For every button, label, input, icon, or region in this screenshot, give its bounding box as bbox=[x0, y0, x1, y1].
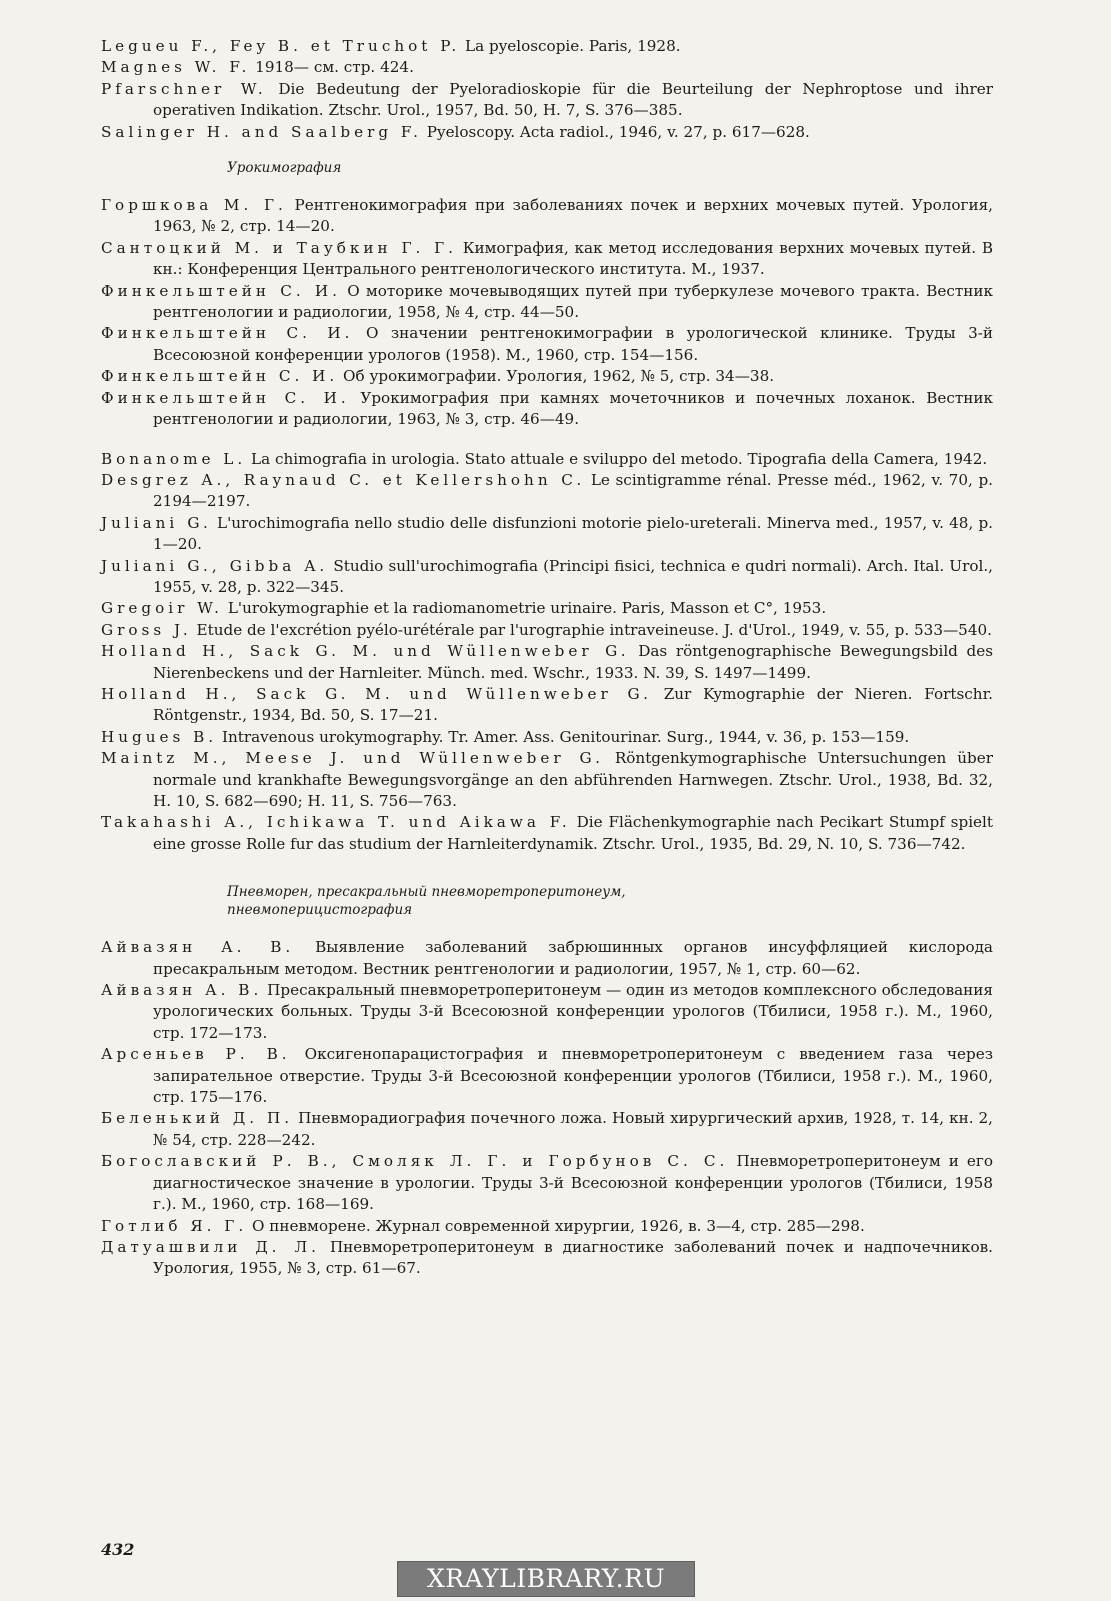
reference-entry bbox=[101, 238, 993, 281]
reference-entry bbox=[101, 122, 993, 143]
reference-author: Salinger H. and Saalberg F. bbox=[101, 122, 422, 141]
reference-text: Intravenous urokymography. Tr. Amer. Ass. Genitourinar. Surg., 1944, v. 36, p. 153—159. bbox=[221, 727, 910, 746]
reference-author: Финкельштейн С. И. bbox=[101, 367, 339, 386]
reference-text: Урокимография при камнях мочеточников и почечных лоханок. Вестник рентгенологии и радиологии, 1963, № 3, стр. 46—49. bbox=[153, 388, 993, 429]
reference-text: О пневморене. Журнал современной хирургии, 1926, в. 3—4, стр. 285—298. bbox=[251, 1216, 865, 1235]
reference-author: Финкельштейн С. И. bbox=[101, 324, 354, 343]
reference-text: L'urochimografia nello studio delle disfunzioni motorie pielo-ureterali. Minerva med., 1957, v. 48, p. 1—20. bbox=[153, 513, 994, 554]
reference-author: Сантоцкий М. и Таубкин Г. Г. bbox=[101, 238, 457, 257]
reference-entry bbox=[101, 195, 993, 238]
reference-entry bbox=[101, 1108, 993, 1151]
reference-entry bbox=[101, 980, 993, 1044]
reference-entry bbox=[101, 1237, 993, 1280]
reference-author: Беленький Д. П. bbox=[101, 1109, 294, 1128]
reference-author: Takahashi A., Ichikawa T. und Aikawa F. bbox=[101, 813, 571, 832]
spacer bbox=[101, 431, 993, 449]
reference-entry bbox=[101, 1151, 993, 1215]
reference-text: Le scintigramme rénal. Presse méd., 1962, v. 70, p. 2194—2197. bbox=[153, 470, 994, 511]
reference-entry bbox=[101, 366, 993, 387]
reference-author: Juliani G. bbox=[101, 513, 212, 532]
reference-text: О значении рентгенокимографии в урологической клинике. Труды 3-й Всесоюзной конференции урологов (1958). М., 1960, стр. 154—156. bbox=[153, 324, 993, 364]
reference-entry bbox=[101, 812, 993, 855]
reference-author: Magnes W. F. bbox=[101, 58, 251, 77]
reference-text: Etude de l'excrétion pyélo-urétérale par l'urographie intraveineuse. J. d'Urol., 1949, v. 55, p. 533—540. bbox=[196, 620, 993, 639]
reference-author: Juliani G., Gibba A. bbox=[101, 556, 329, 575]
reference-text: Кимография, как метод исследования верхних мочевых путей. В кн.: Конференция Центрального рентгенологического института. М., 1937. bbox=[153, 238, 994, 279]
reference-author: Готлиб Я. Г. bbox=[101, 1216, 248, 1235]
reference-entry bbox=[101, 36, 993, 57]
reference-entry bbox=[101, 937, 993, 980]
reference-author: Горшкова М. Г. bbox=[101, 196, 287, 215]
reference-author: Hugues B. bbox=[101, 727, 218, 746]
reference-entry bbox=[101, 1044, 993, 1108]
bibliography-page bbox=[101, 36, 993, 1280]
reference-text: La chimografia in urologia. Stato attuale e sviluppo del metodo. Tipografia della Camera, 1942. bbox=[251, 449, 988, 468]
reference-author: Maintz M., Meese J. und Wüllenweber G. bbox=[101, 749, 604, 768]
reference-entry bbox=[101, 727, 993, 748]
reference-author: Holland H., Sack G. M. und Wüllenweber G. bbox=[101, 684, 652, 703]
reference-entry bbox=[101, 1216, 993, 1237]
section-title-line: Пневморен, пресакральный пневморетроперитонеум, bbox=[227, 884, 626, 901]
reference-author: Айвазян А. В. bbox=[101, 938, 295, 957]
reference-entry bbox=[101, 513, 993, 556]
reference-entry bbox=[101, 556, 993, 599]
reference-text: Пресакральный пневморетроперитонеум — один из методов комплексного обследования урологических больных. Труды 3-й Всесоюзной конференции урологов (Тбилиси, 1958 г.). М., 1960, стр. 172—173. bbox=[153, 981, 993, 1042]
reference-text: Das röntgenographische Bewegungsbild des Nierenbeckens und der Harnleiter. Münch. med. Wschr., 1933. N. 39, S. 1497—1499. bbox=[153, 642, 993, 682]
reference-author: Финкельштейн С. И. bbox=[101, 281, 341, 300]
reference-text: Röntgenkymographische Untersuchungen über normale und krankhafte Bewegungsvorgänge an den abführenden Harnwegen. Ztschr. Urol., 1938, Bd. 32, H. 10, S. 682—690; H. 11, S. 756—763. bbox=[153, 749, 993, 810]
reference-author: Legueu F., Fey B. et Truchot P. bbox=[101, 37, 461, 55]
reference-text: Оксигенопарацистография и пневморетроперитонеум с введением газа через запирательное отверстие. Труды 3-й Всесоюзной конференции урологов (Тбилиси, 1958 г.). М., 1960, стр. 175—176. bbox=[153, 1045, 994, 1107]
reference-entry bbox=[101, 323, 993, 366]
reference-entry bbox=[101, 281, 993, 324]
reference-entry bbox=[101, 449, 993, 470]
reference-text: Пневморетроперитонеум и его диагностическое значение в урологии. Труды 3-й Всесоюзной конференции урологов (Тбилиси, 1958 г.). М., 1960, стр. 168—169. bbox=[153, 1152, 993, 1214]
reference-author: Desgrez A., Raynaud C. et Kellershohn C. bbox=[101, 470, 586, 489]
section-title-urokymography: Урокимография bbox=[227, 160, 342, 177]
reference-entry bbox=[101, 748, 993, 812]
reference-entry bbox=[101, 598, 993, 619]
reference-text: Die Bedeutung der Pyeloradioskopie für die Beurteilung der Nephroptose und ihrer operativen Indikation. Ztschr. Urol., 1957, Bd. 50, H. 7, S. 376—385. bbox=[153, 79, 994, 120]
section-title-line: пневмоперицистография bbox=[227, 902, 413, 919]
page-number: 432 bbox=[101, 1540, 135, 1559]
reference-text: Об урокимографии. Урология, 1962, № 5, стр. 34—38. bbox=[343, 367, 775, 386]
watermark-banner: XRAYLIBRARY.RU bbox=[397, 1561, 695, 1597]
reference-text: Выявление заболеваний забрюшинных органов инсуффляцией кислорода пресакральным методом. Вестник рентгенологии и радиологии, 1957, № 1, стр. 60—62. bbox=[153, 938, 993, 978]
reference-text: Пневморадиография почечного ложа. Новый хирургический архив, 1928, т. 14, кн. 2, № 54, стр. 228—242. bbox=[153, 1109, 993, 1149]
reference-author: Финкельштейн С. И. bbox=[101, 388, 350, 407]
reference-entry bbox=[101, 470, 993, 513]
reference-entry bbox=[101, 388, 993, 431]
reference-text: О моторике мочевыводящих путей при туберкулезе мочевого тракта. Вестник рентгенологии и радиологии, 1958, № 4, стр. 44—50. bbox=[153, 281, 993, 322]
reference-entry bbox=[101, 620, 993, 641]
reference-text: Пневморетроперитонеум в диагностике заболеваний почек и надпочечников. Урология, 1955, № 3, стр. 61—67. bbox=[153, 1237, 993, 1278]
reference-author: Gregoir W. bbox=[101, 599, 223, 618]
reference-author: Holland H., Sack G. M. und Wüllenweber G. bbox=[101, 642, 630, 661]
reference-text: Die Flächenkymographie nach Pecikart Stumpf spielt eine grosse Rolle fur das studium der Harnleiterdynamik. Ztschr. Urol., 1935, Bd. 29, N. 10, S. 736—742. bbox=[153, 813, 994, 853]
reference-text: Рентгенокимография при заболеваниях почек и верхних мочевых путей. Урология, 1963, № 2, стр. 14—20. bbox=[153, 196, 993, 236]
reference-entry bbox=[101, 684, 993, 727]
reference-author: Арсеньев Р. В. bbox=[101, 1045, 291, 1064]
reference-author: Gross J. bbox=[101, 620, 192, 639]
reference-entry bbox=[101, 641, 993, 684]
reference-text: Studio sull'urochimografia (Principi fisici, technica e qudri normali). Arch. Ital. Urol., 1955, v. 28, p. 322—345. bbox=[153, 556, 993, 596]
reference-text: L'urokymographie et la radiomanometrie urinaire. Paris, Masson et C°, 1953. bbox=[227, 599, 827, 618]
reference-text: Zur Kymographie der Nieren. Fortschr. Röntgenstr., 1934, Bd. 50, S. 17—21. bbox=[153, 684, 993, 725]
reference-author: Bonanome L. bbox=[101, 449, 247, 468]
reference-author: Айвазян А. В. bbox=[101, 981, 263, 1000]
reference-author: Датуашвили Д. Л. bbox=[101, 1237, 320, 1256]
reference-entry bbox=[101, 79, 993, 122]
reference-entry bbox=[101, 57, 993, 78]
reference-author: Богославский Р. В., Смоляк Л. Г. и Горбунов С. С. bbox=[101, 1152, 729, 1171]
reference-author: Pfarschner W. bbox=[101, 79, 267, 98]
reference-text: 1918— см. стр. 424. bbox=[255, 58, 414, 77]
reference-text: La pyeloscopie. Paris, 1928. bbox=[465, 37, 681, 55]
reference-text: Pyeloscopy. Acta radiol., 1946, v. 27, p. 617—628. bbox=[426, 122, 810, 141]
section-title-pneumoren bbox=[227, 883, 993, 919]
